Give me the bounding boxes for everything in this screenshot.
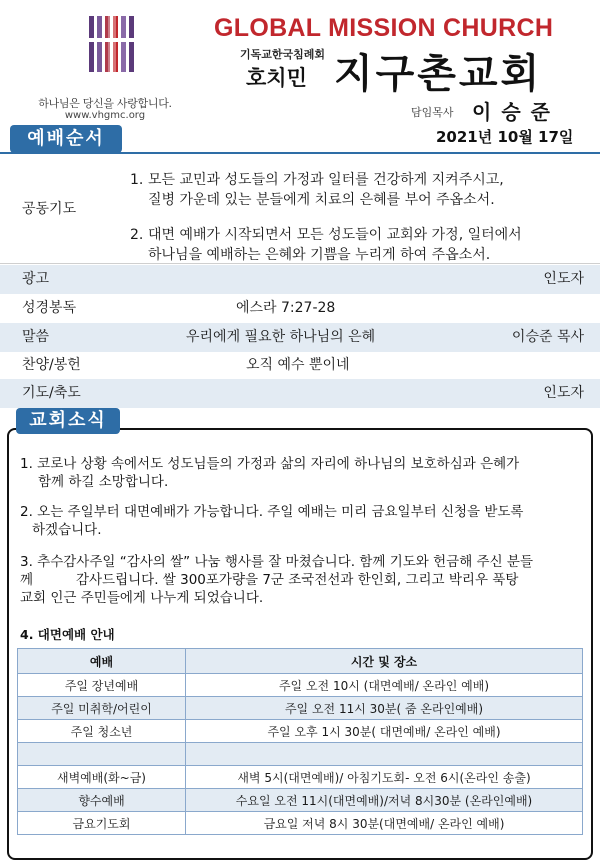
column-header: 예배: [18, 649, 186, 674]
table-row: 주일 미취학/어린이 주일 오전 11시 30분( 줌 온라인예배): [18, 697, 583, 720]
order-row-announcements: 광고 인도자: [0, 265, 600, 294]
church-news-tab: 교회소식: [16, 408, 120, 434]
table-row: 주일 청소년 주일 오후 1시 30분( 대면예배/ 온라인 예배): [18, 720, 583, 743]
common-prayer-block: [0, 155, 600, 264]
table-header-row: [18, 649, 583, 674]
news-item: 1. 코로나 상황 속에서도 성도님들의 가정과 삶의 자리에 하나님의 보호하심과 은혜가 함께 하길 소망합니다.: [20, 456, 520, 490]
church-name: 지구촌교회: [334, 51, 543, 97]
prayer-label: 공동기도: [22, 201, 77, 217]
column-header: 시간 및 장소: [186, 649, 583, 674]
table-row: 주일 장년예배 주일 오전 10시 (대면예배/ 온라인 예배): [18, 674, 583, 697]
church-website[interactable]: www.vhgmc.org: [64, 110, 146, 121]
prayer-item: 1. 모든 교민과 성도들의 가정과 일터를 건강하게 지켜주시고, 질병 가운데 있는 분들에게 치료의 은혜를 부어 주옵소서.: [130, 172, 504, 208]
news-item: 2. 오는 주일부터 대면예배가 가능합니다. 주일 예배는 미리 금요일부터 신청을 받도록 하겠습니다.: [20, 504, 524, 538]
denomination-label: 기독교한국침례회: [240, 48, 326, 61]
church-english-title: GLOBAL MISSION CHURCH: [214, 14, 554, 42]
city-label: 호치민: [246, 66, 307, 90]
order-row-praise: 찬양/봉헌 오직 예수 뿐이네: [22, 357, 350, 373]
church-slogan: 하나님은 당신을 사랑합니다.: [38, 97, 172, 110]
order-row-benediction: 기도/축도 인도자: [0, 379, 600, 408]
worship-order-tab: 예배순서: [10, 125, 122, 153]
table-row: 금요기도회 금요일 저녁 8시 30분(대면예배/ 온라인 예배): [18, 812, 583, 835]
news-item: 3. 추수감사주일 “감사의 쌀” 나눔 행사를 잘 마쳤습니다. 함께 기도와 헌금해 주신 분들 께 감사드립니다. 쌀 300포가량을 7군 조국전선과 한인회, 그리고 박리우 푹탕 교회 인근 주민들에게 나누게 되었습니다.: [20, 554, 534, 606]
table-row: [18, 743, 583, 766]
pastor-role: 담임목사: [411, 106, 454, 119]
order-row-sermon: 말씀 우리에게 필요한 하나님의 은혜 이승준 목사: [0, 323, 600, 352]
table-row: 새벽예배(화~금) 새벽 5시(대면예배)/ 아침기도회- 오전 6시(온라인 송출): [18, 766, 583, 789]
service-guide-title: 4. 대면예배 안내: [20, 627, 115, 642]
table-row: 향수예배 수요일 오전 11시(대면예배)/저녁 8시30분 (온라인예배): [18, 789, 583, 812]
order-row-scripture: 성경봉독 에스라 7:27-28: [22, 300, 336, 316]
service-schedule-table: [17, 648, 583, 835]
prayer-item: 2. 대면 예배가 시작되면서 모든 성도들이 교회와 가정, 일터에서 하나님을 예배하는 은혜와 기쁨을 누리게 하여 주옵소서.: [130, 227, 522, 263]
church-logo: [86, 16, 138, 72]
pastor-name: 이승준: [472, 100, 560, 124]
bulletin-date: 2021년 10월 17일: [436, 128, 574, 146]
